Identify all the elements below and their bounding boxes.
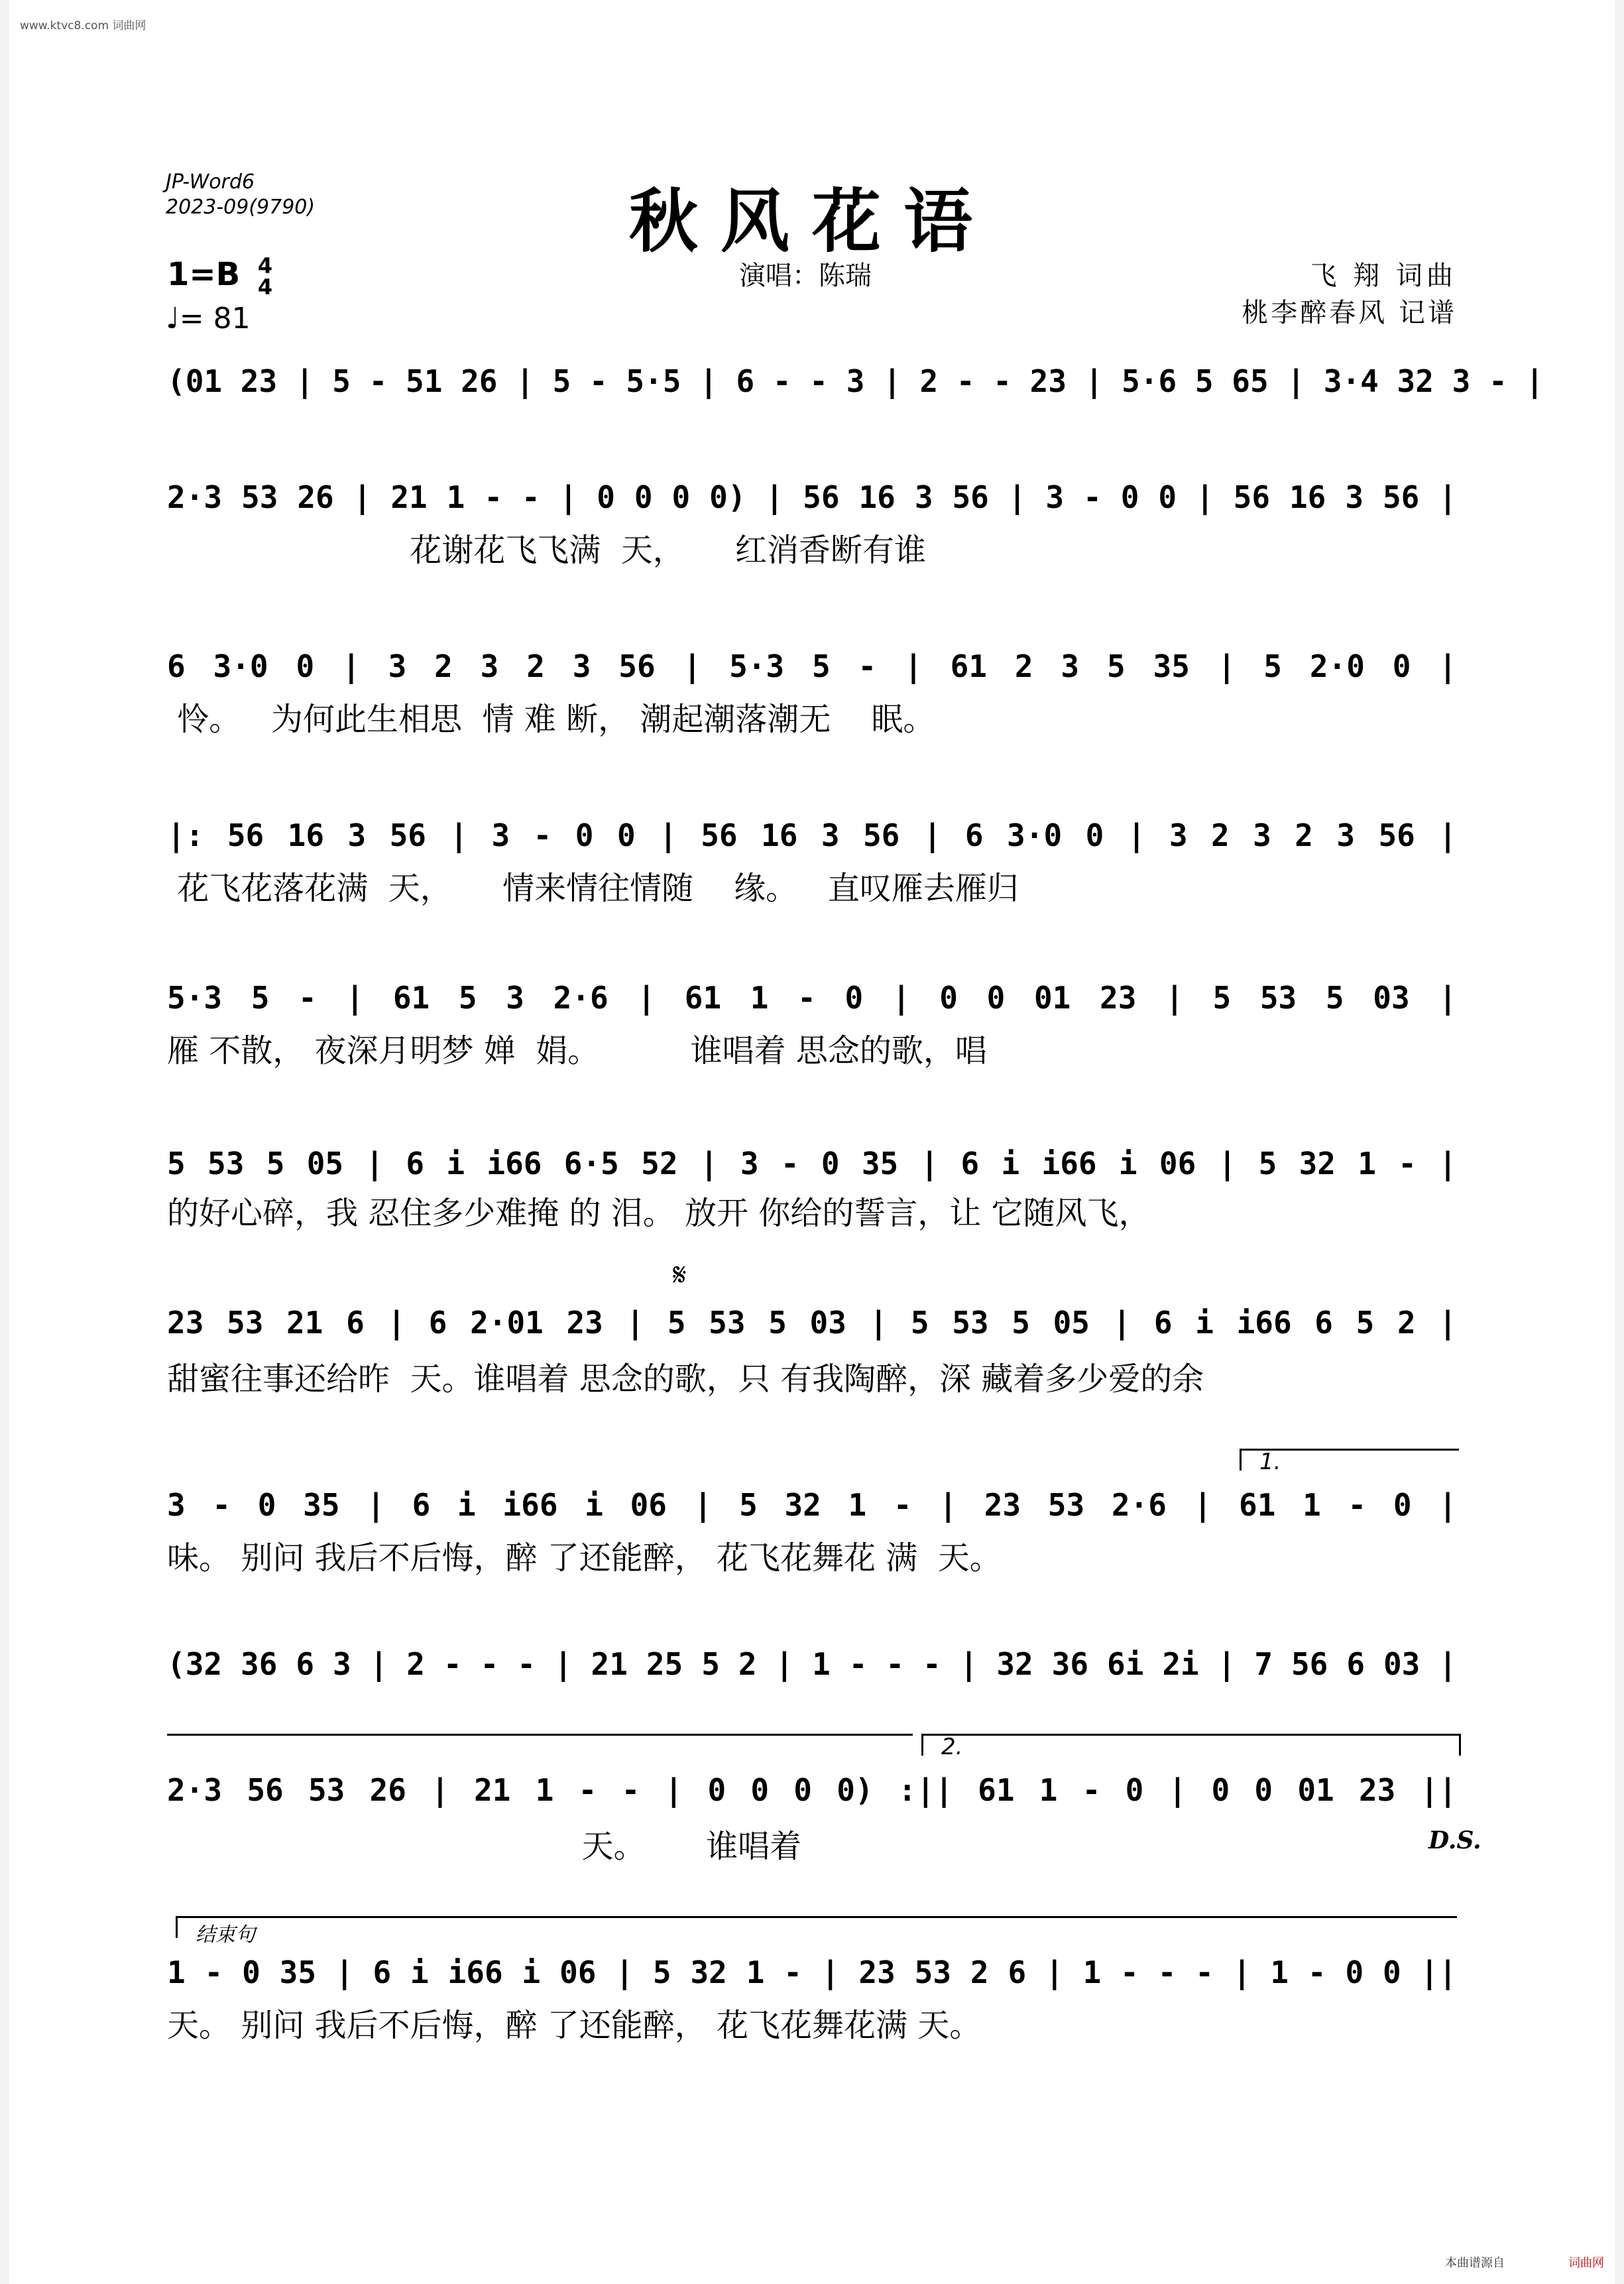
system-4-notes: |: 56 16 3 56 | 3 - 0 0 | 56 16 3 56 | 6 3·0 0 | 3 2 3 2 3 56 |: [167, 817, 1457, 853]
system-5-notes: 5·3 5 - | 61 5 3 2·6 | 61 1 - 0 | 0 0 01 23 | 5 53 5 03 |: [167, 980, 1457, 1016]
singer-credit: 演唱：陈瑞: [739, 261, 872, 291]
system-3-notes: 6 3·0 0 | 3 2 3 2 3 56 | 5·3 5 - | 61 2 3 5 35 | 5 2·0 0 |: [167, 648, 1457, 684]
system-11-lyrics: 天。 别问 我后不后悔，醉 了还能醉， 花飞花舞花满 天。: [167, 2007, 982, 2044]
tempo-value: = 81: [179, 302, 251, 335]
ending-bracket: [176, 1916, 1457, 1938]
ds-mark: D.S.: [1428, 1827, 1481, 1854]
tempo-mark: [166, 302, 251, 335]
system-6-lyrics: 的好心碎，我 忍住多少难掩 的 泪。 放开 你给的誓言，让 它随风飞，: [167, 1195, 1151, 1232]
system-9-notes: (32 36 6 3 | 2 - - - | 21 25 5 2 | 1 - - - | 32 36 6i 2i | 7 56 6 03 |: [167, 1646, 1457, 1682]
transcriber-credit: 桃李醉春风 记谱: [1242, 298, 1457, 328]
segno-mark: 𝄋: [673, 1256, 687, 1293]
system-2-lyrics: 花谢花飞飞满 天， 红消香断有谁: [167, 532, 926, 569]
footer-source-text: 本曲谱源自: [1445, 2256, 1505, 2270]
volta-1-line: [167, 1734, 913, 1736]
system-2-notes: 2·3 53 26 | 21 1 - - | 0 0 0 0) | 56 16 3 56 | 3 - 0 0 | 56 16 3 56 |: [167, 479, 1457, 515]
system-7-lyrics: 甜蜜往事还给昨 天。谁唱着 思念的歌，只 有我陶醉，深 藏着多少爱的余: [167, 1360, 1204, 1398]
volta-1-label: 1.: [1259, 1449, 1281, 1475]
right-border-strip: [1615, 0, 1624, 2284]
system-3-lyrics: 怜。 为何此生相思 情 难 断， 潮起潮落潮无 眠。: [167, 701, 935, 738]
key-label: 1=B: [167, 256, 241, 293]
system-10-lyrics: 天。 谁唱着: [167, 1828, 802, 1865]
time-top: 4: [257, 253, 273, 278]
page-title: 秋风花语: [628, 180, 995, 262]
left-border-strip: [0, 0, 9, 2284]
system-8-notes: 3 - 0 35 | 6 i i66 i 06 | 5 32 1 - | 23 53 2·6 | 61 1 - 0 |: [167, 1487, 1457, 1523]
system-4-lyrics: 花飞花落花满 天， 情来情往情随 缘。 直叹雁去雁归: [167, 870, 1019, 907]
lyrics-music-credit: 飞 翔 词曲: [1310, 261, 1457, 291]
date-code: 2023-09(9790): [166, 196, 316, 219]
software-label: JP-Word6: [166, 170, 255, 194]
key-signature: [167, 255, 272, 298]
system-11-notes: 1 - 0 35 | 6 i i66 i 06 | 5 32 1 - | 23 53 2 6 | 1 - - - | 1 - 0 0 ||: [167, 1954, 1457, 1990]
system-1-notes: (01 23 | 5 - 51 26 | 5 - 5·5 | 6 - - 3 | 2 - - 23 | 5·6 5 65 | 3·4 32 3 - |: [167, 363, 1544, 399]
system-7-notes: 23 53 21 6 | 6 2·01 23 | 5 53 5 03 | 5 53 5 05 | 6 i i66 6 5 2 |: [167, 1305, 1457, 1341]
system-8-lyrics: 味。 别问 我后不后悔，醉 了还能醉， 花飞花舞花 满 天。: [167, 1539, 1002, 1577]
system-5-lyrics: 雁 不散， 夜深月明梦 婵 娟。 谁唱着 思念的歌，唱: [167, 1032, 987, 1069]
volta-2-bracket: [921, 1734, 1461, 1756]
footer-site-logo: 词曲网: [1568, 2256, 1604, 2270]
system-10-notes: 2·3 56 53 26 | 21 1 - - | 0 0 0 0) :|| 61 1 - 0 | 0 0 01 23 ||: [167, 1772, 1457, 1808]
ending-label: 结束句: [196, 1923, 255, 1947]
site-watermark: www.ktvc8.com 词曲网: [20, 19, 146, 32]
time-signature: [258, 255, 272, 298]
system-6-notes: 5 53 5 05 | 6 i i66 6·5 52 | 3 - 0 35 | 6 i i66 i 06 | 5 32 1 - |: [167, 1146, 1457, 1181]
quarter-note-icon: ♩: [166, 302, 180, 335]
volta-2-label: 2.: [941, 1734, 963, 1760]
time-bottom: 4: [257, 274, 273, 300]
